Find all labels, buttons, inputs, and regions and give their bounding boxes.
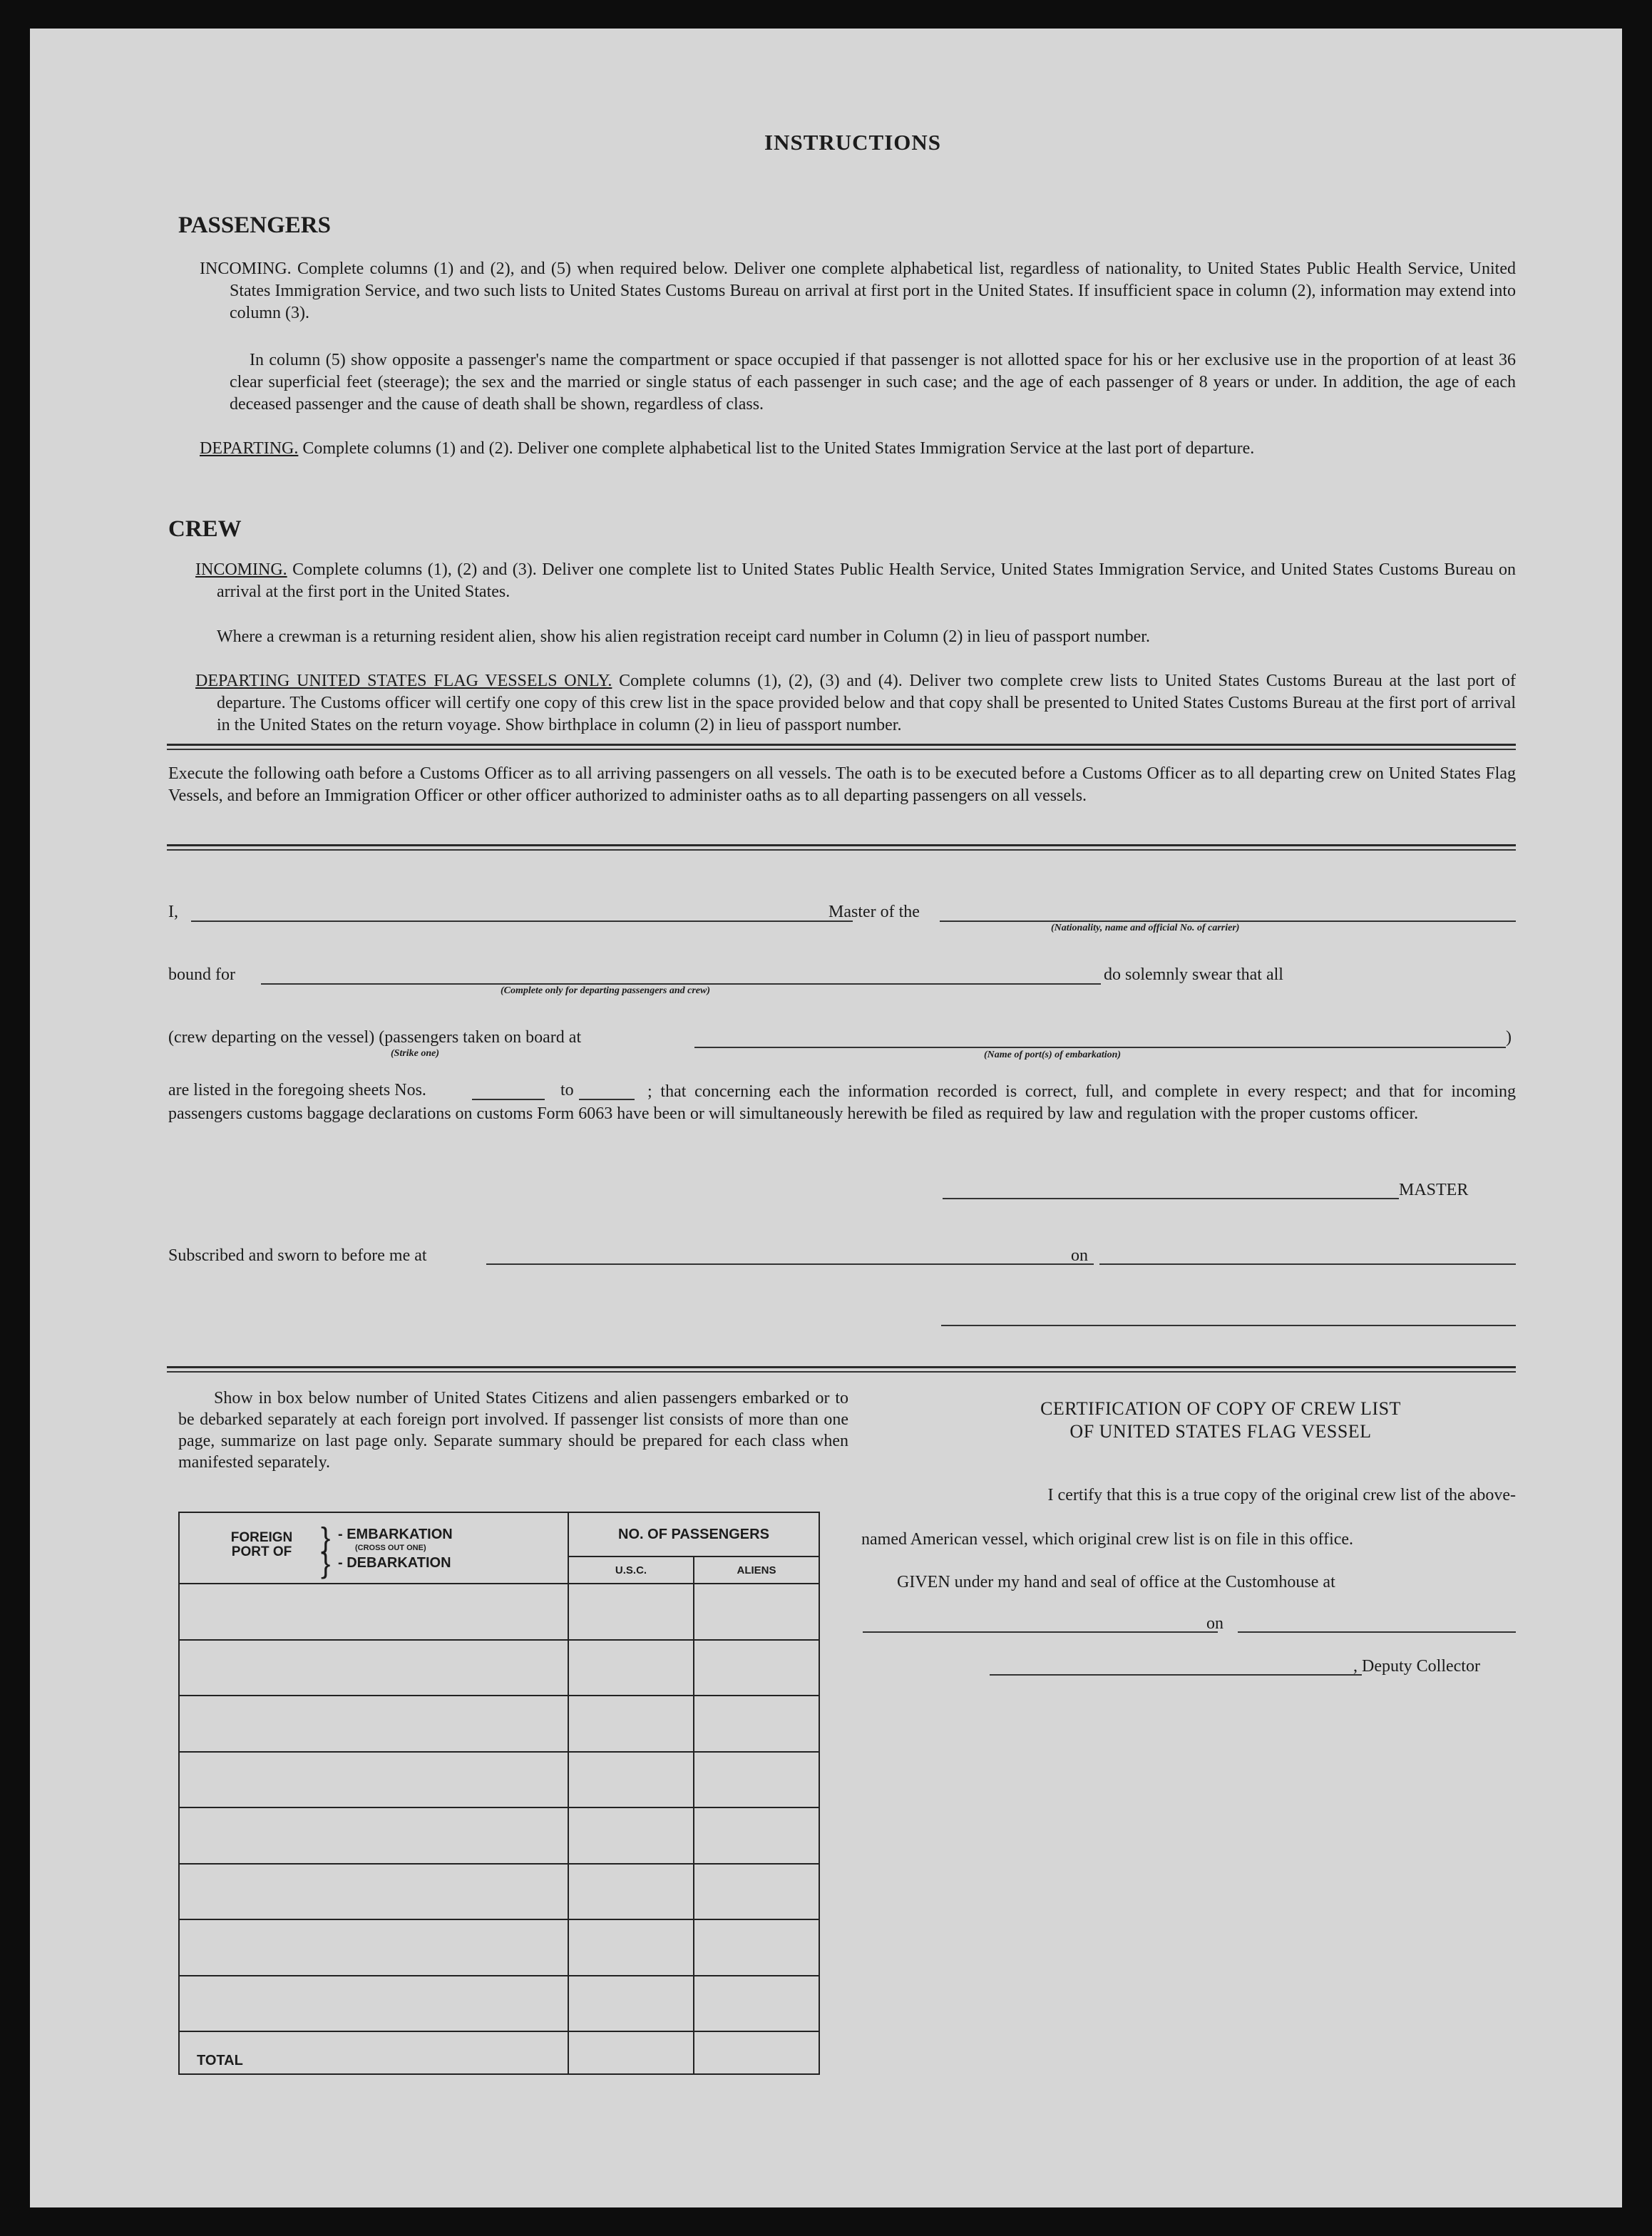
crew-incoming-text: Complete columns (1), (2) and (3). Deliver one complete list to United States Public Health Service, United States Immigration Service, and United States Customs Bureau on arrival at the first port in the United States. [217, 560, 1517, 601]
table-row[interactable] [179, 1696, 819, 1752]
usc-header: U.S.C. [568, 1557, 694, 1584]
to-label: to [560, 1081, 574, 1099]
crew-departing-label: DEPARTING UNITED STATES FLAG VESSELS ONLY. [195, 672, 612, 690]
oath-instruction [168, 763, 1516, 807]
sworn-at-line[interactable] [486, 1263, 1094, 1265]
deputy-collector-label: , Deputy Collector [1353, 1657, 1480, 1676]
bound-for-label: bound for [168, 965, 235, 984]
sworn-on-label: on [1071, 1246, 1088, 1265]
passengers-heading: PASSENGERS [178, 212, 331, 238]
cert-body-line2: named American vessel, which original crew list is on file in this office. [861, 1530, 1354, 1549]
crew-departing [195, 670, 1516, 737]
table-row[interactable] [179, 1584, 819, 1640]
summary-instruction [178, 1388, 848, 1473]
page-title: INSTRUCTIONS [764, 130, 942, 155]
bound-caption: (Complete only for departing passengers and crew) [501, 985, 710, 996]
sworn-date-line[interactable] [1099, 1263, 1516, 1265]
port-embarkation-line[interactable] [694, 1047, 1506, 1048]
crew-incoming-label: INCOMING. [195, 560, 287, 579]
double-rule-bottom-3 [167, 1371, 1516, 1373]
foreign-port-of: FOREIGN PORT OF [230, 1530, 293, 1559]
bound-for-line[interactable] [261, 983, 1101, 985]
passengers-incoming [200, 258, 1516, 324]
double-rule-top [167, 744, 1516, 746]
ports-caption: (Name of port(s) of embarkation) [984, 1050, 1122, 1060]
master-name-line[interactable] [191, 920, 853, 922]
form-sheet [30, 29, 1622, 2207]
certification-title-line2: OF UNITED STATES FLAG VESSEL [1069, 1421, 1372, 1442]
close-paren: ) [1506, 1028, 1512, 1047]
master-of-the: Master of the [828, 903, 920, 921]
passengers-incoming-text: Complete columns (1) and (2), and (5) when required below. Deliver one complete alphabetical list, regardless of nationality, to United States Public Health Service, United States Immigration Service, and two such lists to United States Customs Bureau on arrival at first port in the United States. If insufficient space in column (2), information may extend into column (3). [230, 260, 1517, 322]
cert-date-line[interactable] [1238, 1631, 1516, 1633]
master-label: MASTER [1399, 1181, 1469, 1199]
cert-body-line1: I certify that this is a true copy of the original crew list of the above- [1047, 1486, 1516, 1504]
deputy-signature-line[interactable] [990, 1674, 1362, 1676]
crew-resident-text: Where a crewman is a returning resident alien, show his alien registration receipt card number in Column (2) in lieu of passport number. [217, 627, 1150, 646]
oath-instruction-text: Execute the following oath before a Customs Officer as to all arriving passengers on all vessels. The oath is to be executed before a Customs Officer as to all departing crew on United States Flag Vessels, and before an Immigration Officer or other officer authorized to administer oaths as to all departing passengers on all vessels. [168, 764, 1516, 805]
passengers-incoming-label: INCOMING. [200, 260, 292, 278]
crew-incoming [195, 559, 1516, 603]
subscribed-label: Subscribed and sworn to before me at [168, 1246, 427, 1265]
certification-title [886, 1398, 1556, 1443]
listed-in-label: are listed in the foregoing sheets Nos. [168, 1081, 426, 1099]
total-label: TOTAL [179, 2031, 568, 2074]
passengers-departing [200, 438, 1516, 460]
master-signature-line[interactable] [943, 1198, 1399, 1199]
crew-departing-text: (crew departing on the vessel) (passengers taken on board at [168, 1028, 582, 1047]
table-row[interactable] [179, 1752, 819, 1808]
cross-out-label: (CROSS OUT ONE) [355, 1544, 426, 1552]
table-row[interactable] [179, 1919, 819, 1976]
passengers-column5 [230, 349, 1516, 416]
customhouse-line[interactable] [863, 1631, 1218, 1633]
table-row[interactable] [179, 1976, 819, 2032]
double-rule-bottom-2 [167, 849, 1516, 851]
crew-resident [217, 626, 1516, 648]
crew-heading: CREW [168, 516, 242, 542]
table-row[interactable] [179, 1640, 819, 1696]
port-header-cell [179, 1512, 568, 1584]
double-rule-top-2 [167, 844, 1516, 846]
double-rule-bottom [167, 749, 1516, 750]
passengers-departing-label: DEPARTING. [200, 439, 299, 458]
table-row[interactable] [179, 1807, 819, 1864]
strike-one-caption: (Strike one) [391, 1048, 440, 1059]
bracket-right-icon: } [321, 1548, 331, 1579]
swear-text: do solemnly swear that all [1104, 965, 1283, 984]
certification-title-line1: CERTIFICATION OF COPY OF CREW LIST [1040, 1398, 1401, 1419]
debarkation-label[interactable]: - DEBARKATION [338, 1555, 451, 1571]
aliens-header: ALIENS [694, 1557, 819, 1584]
no-of-passengers-header: NO. OF PASSENGERS [568, 1512, 819, 1557]
embarkation-label[interactable]: - EMBARKATION [338, 1527, 453, 1542]
table-row[interactable] [179, 1864, 819, 1920]
passenger-summary-table [178, 1512, 820, 2075]
double-rule-top-3 [167, 1366, 1516, 1368]
passengers-departing-text: Complete columns (1) and (2). Deliver one complete alphabetical list to the United States Immigration Service at the last port of departure. [302, 439, 1255, 458]
passengers-column5-text: In column (5) show opposite a passenger's name the compartment or space occupied if that passenger is not allotted space for his or her exclusive use in the proportion of at least 36 clear superficial feet (steerage); the sex and the married or single status of each passenger in such case; and the age of each passenger of 8 years or under. In addition, the age of each deceased passenger and the cause of death shall be shown, regardless of class. [230, 351, 1516, 414]
bracket-left-icon: } [321, 1522, 331, 1554]
carrier-line[interactable] [940, 920, 1516, 922]
officer-signature-line[interactable] [941, 1325, 1516, 1326]
carrier-caption: (Nationality, name and official No. of carrier) [1051, 923, 1240, 933]
total-row[interactable] [179, 2031, 819, 2074]
summary-instruction-text: Show in box below number of United States Citizens and alien passengers embarked or to be debarked separately at each foreign port involved. If passenger list consists of more than one page, summarize on last page only. Separate summary should be prepared for each class when manifested separately. [178, 1389, 848, 1472]
cert-given: GIVEN under my hand and seal of office at the Customhouse at [897, 1573, 1335, 1591]
crew-departing-text: Complete columns (1), (2), (3) and (4). Deliver two complete crew lists to United States Customs Bureau at the last port of departure. The Customs officer will certify one copy of this crew list in the space provided below and that copy shall be presented to United States Customs Bureau at the first port of arrival in the United States on the return voyage. Show birthplace in column (2) in lieu of passport number. [217, 672, 1516, 734]
oath-rest: ; that concerning each the information recorded is correct, full, and complete in every respect; and that for incoming passengers customs baggage declarations on customs Form 6063 have been or will simultaneously herewith be filed as required by law and regulation with the proper customs officer. [168, 1082, 1516, 1123]
cert-on-label: on [1206, 1614, 1223, 1633]
oath-i-label: I, [168, 903, 178, 921]
